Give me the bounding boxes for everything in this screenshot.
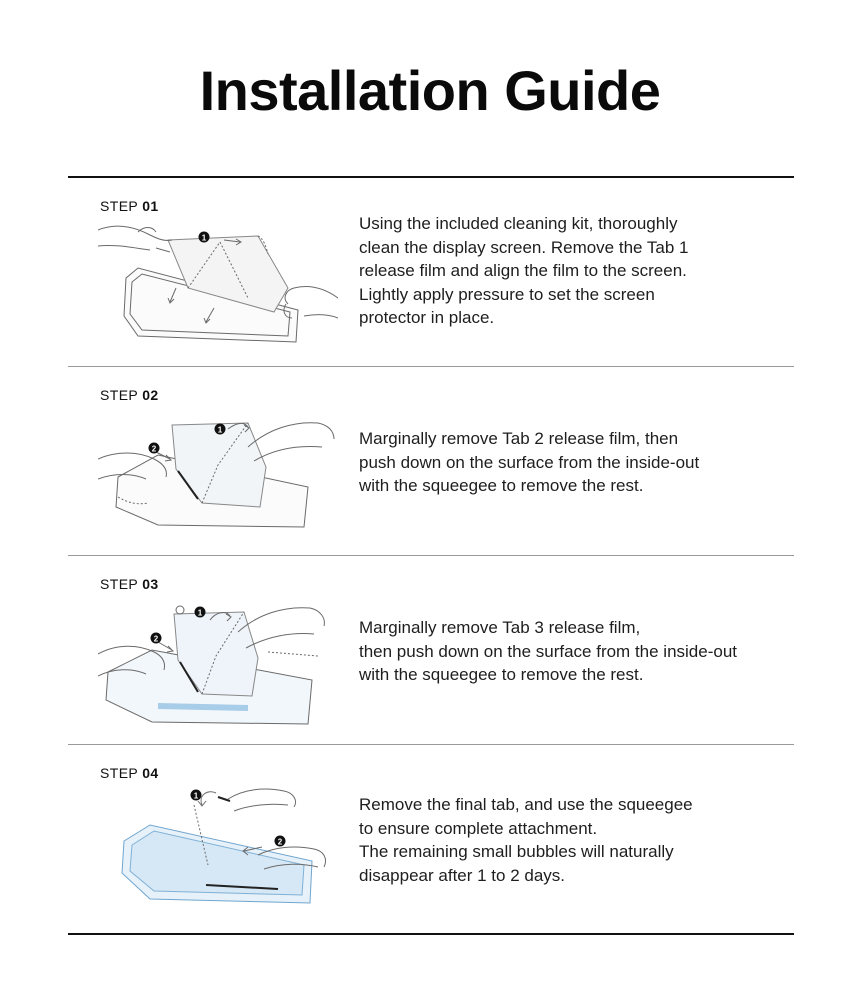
step-label [100, 198, 159, 214]
marker-1-label: 1 [217, 425, 223, 435]
step-label [100, 765, 159, 781]
step-prefix: STEP [100, 576, 138, 592]
step-02-illustration [98, 407, 338, 537]
step-number: 01 [142, 198, 159, 214]
marker-1-label: 1 [201, 233, 207, 243]
page-title: Installation Guide [199, 59, 661, 122]
bottom-divider [68, 933, 794, 935]
step-number: 02 [142, 387, 159, 403]
step-04-illustration [98, 785, 338, 915]
step-number: 03 [142, 576, 159, 592]
step-description: Marginally remove Tab 2 release film, then push down on the surface from the inside-out with the squeegee to remove the rest. [359, 429, 700, 495]
step-03 [68, 556, 794, 744]
marker-1-label: 1 [193, 791, 199, 801]
step-description: Remove the final tab, and use the squeegee to ensure complete attachment. The remaining small bubbles will naturally disappear after 1 to 2 days. [359, 795, 693, 885]
step-label [100, 387, 159, 403]
step-number: 04 [142, 765, 159, 781]
marker-1-label: 1 [197, 608, 203, 618]
step-description: Marginally remove Tab 3 release film, then push down on the surface from the inside-out with the squeegee to remove the rest. [359, 618, 738, 684]
step-01-illustration [98, 218, 338, 348]
step-02 [68, 367, 794, 555]
step-03-illustration [98, 596, 338, 726]
step-prefix: STEP [100, 198, 138, 214]
step-04 [68, 745, 794, 933]
marker-2-label: 2 [151, 444, 157, 454]
step-prefix: STEP [100, 765, 138, 781]
step-prefix: STEP [100, 387, 138, 403]
step-label [100, 576, 159, 592]
marker-2-label: 2 [277, 837, 283, 847]
marker-2-label: 2 [153, 634, 159, 644]
step-description: Using the included cleaning kit, thoroughly clean the display screen. Remove the Tab 1 release film and align the film to the screen. Lightly apply pressure to set the screen protector in place. [359, 214, 689, 327]
step-01 [68, 178, 794, 366]
